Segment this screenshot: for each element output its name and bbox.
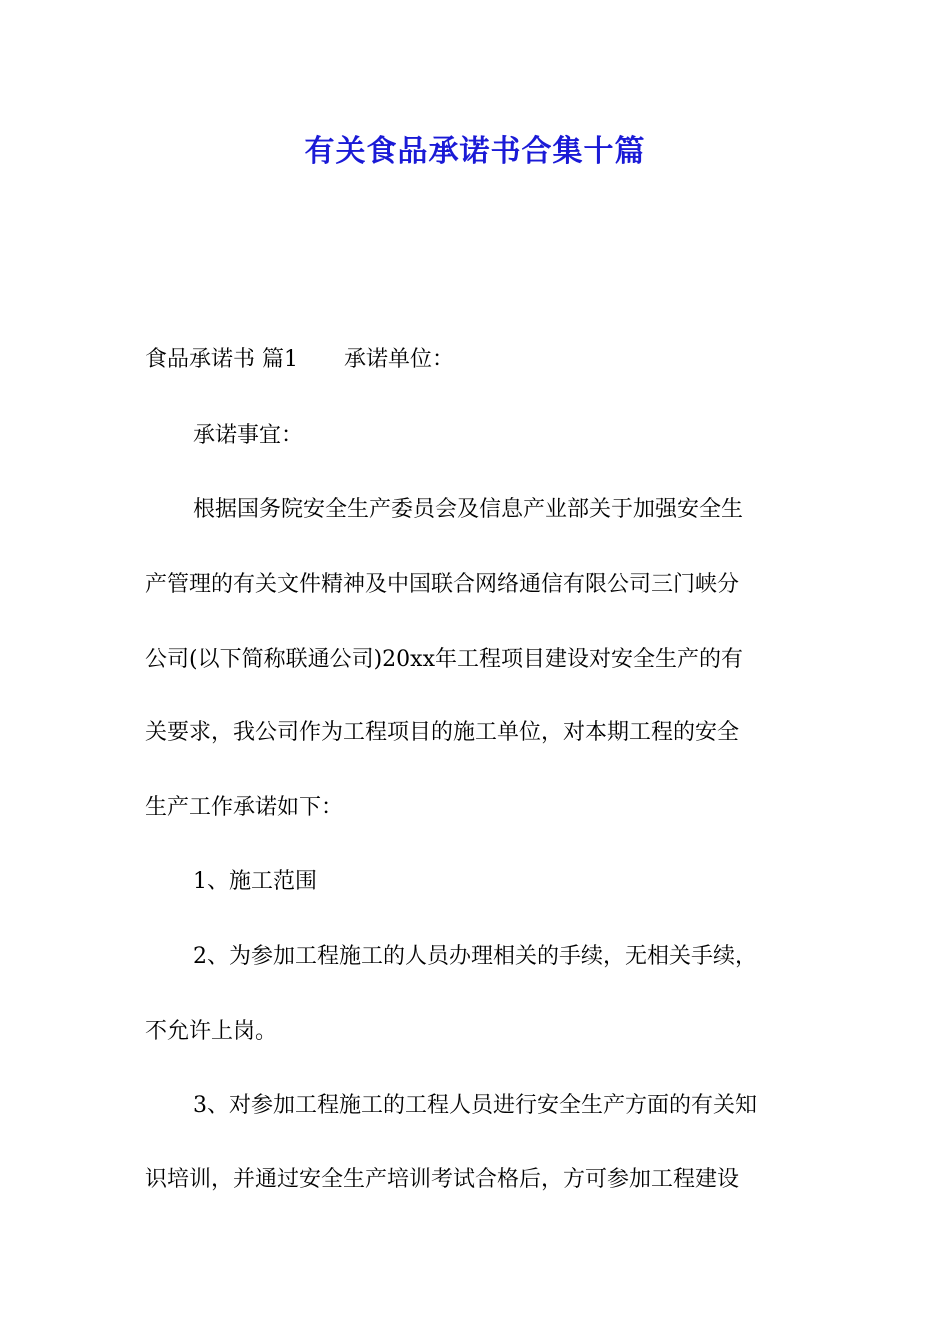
section-header-line (145, 344, 454, 376)
paragraph-line-5: 生产工作承诺如下： (145, 795, 344, 820)
commitment-unit-label: 承诺单位： (344, 347, 455, 372)
list-item-3-line-1: 3、对参加工程施工的工程人员进行安全生产方面的有关知 (193, 1093, 757, 1118)
paragraph-line-3: 公司(以下简称联通公司)20xx年工程项目建设对安全生产的有 (145, 647, 743, 672)
list-item-3-line-2: 识培训，并通过安全生产培训考试合格后，方可参加工程建设 (145, 1167, 740, 1192)
list-item-2-line-1: 2、为参加工程施工的人员办理相关的手续，无相关手续， (193, 944, 757, 969)
commitment-matters-label: 承诺事宜： (193, 423, 304, 448)
paragraph-line-1: 根据国务院安全生产委员会及信息产业部关于加强安全生 (193, 497, 744, 522)
section-heading: 食品承诺书 篇1 (145, 347, 298, 372)
paragraph-line-4: 关要求，我公司作为工程项目的施工单位，对本期工程的安全 (145, 720, 740, 745)
document-title: 有关食品承诺书合集十篇 (304, 134, 646, 169)
list-item-1: 1、施工范围 (193, 869, 317, 894)
list-item-2-line-2: 不允许上岗。 (145, 1019, 278, 1044)
paragraph-line-2: 产管理的有关文件精神及中国联合网络通信有限公司三门峡分 (145, 572, 740, 597)
